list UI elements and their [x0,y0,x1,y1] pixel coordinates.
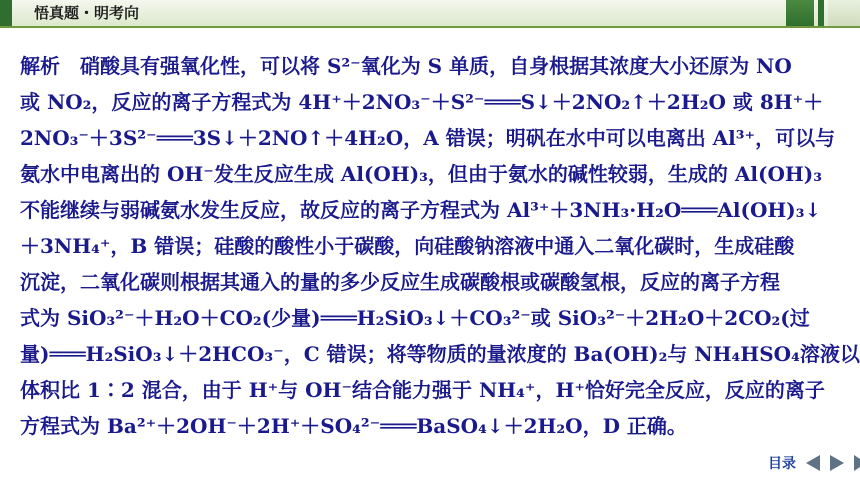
text-line: 氨水中电离出的 OH⁻发生反应生成 Al(OH)₃，但由于氨水的碱性较弱，生成的 Al(OH)₃ [20,162,823,186]
slide-navigation [768,452,854,474]
toc-link[interactable]: 目录 [768,456,796,472]
header-accent-right [786,0,814,26]
header-accent-left [0,0,12,26]
text-line: 沉淀，二氧化碳则根据其通入的量的多少反应生成碳酸根或碳酸氢根，反应的离子方程 [20,270,780,294]
text-line: 方程式为 Ba²⁺＋2OH⁻＋2H⁺＋SO₄²⁻═══BaSO₄↓＋2H₂O，D 正确。 [20,414,687,438]
header-bar [0,0,860,28]
header-accent-right-bar [818,0,824,26]
header-title: 悟真题・明考向 [34,4,140,22]
text-line: 或 NO₂，反应的离子方程式为 4H⁺＋2NO₃⁻＋S²⁻═══S↓＋2NO₂↑＋2H₂O 或 8H⁺＋ [20,90,824,114]
text-line: 2NO₃⁻＋3S²⁻═══3S↓＋2NO↑＋4H₂O，A 错误；明矾在水中可以电离出 Al³⁺，可以与 [20,126,836,150]
text-line: 量)═══H₂SiO₃↓＋2HCO₃⁻，C 错误；将等物质的量浓度的 Ba(OH)₂与 NH₄HSO₄溶液以 [20,342,860,366]
text-line: ＋3NH₄⁺，B 错误；硅酸的酸性小于碳酸，向硅酸钠溶液中通入二氧化碳时，生成硅酸 [20,234,795,258]
text-line: 式为 SiO₃²⁻＋H₂O＋CO₂(少量)═══H₂SiO₃↓＋CO₃²⁻或 SiO₃²⁻＋2H₂O＋2CO₂(过 [20,306,810,330]
analysis-text [20,48,860,444]
header-accent-right-end [828,0,860,26]
text-line: 体积比 1∶2 混合，由于 H⁺与 OH⁻结合能力强于 NH₄⁺，H⁺恰好完全反应，反应的离子 [20,378,825,402]
text-line: 解析 硝酸具有强氧化性，可以将 S²⁻氧化为 S 单质，自身根据其浓度大小还原为 NO [20,54,792,78]
previous-icon[interactable] [806,455,820,471]
next-icon[interactable] [830,455,844,471]
text-line: 不能继续与弱碱氨水发生反应，故反应的离子方程式为 Al³⁺＋3NH₃·H₂O═══Al(OH)₃↓ [20,198,822,222]
